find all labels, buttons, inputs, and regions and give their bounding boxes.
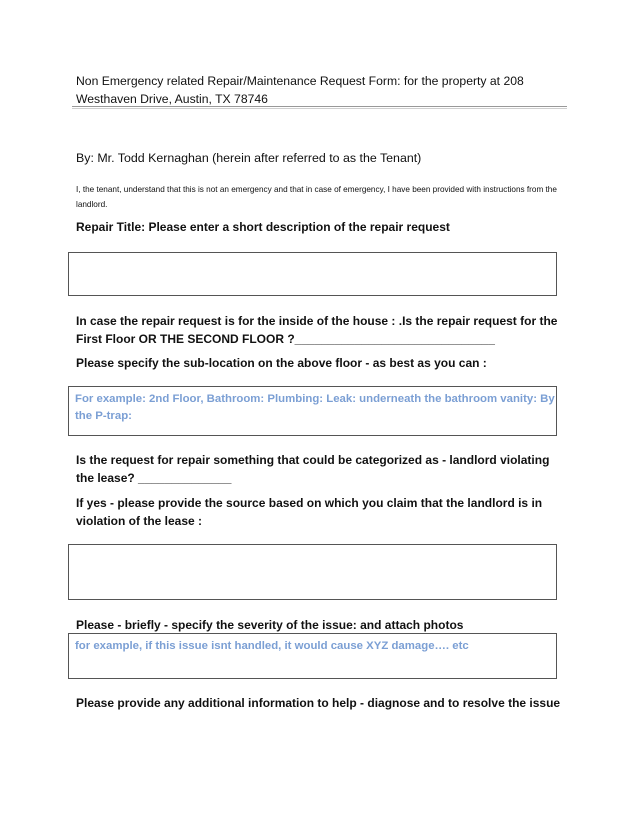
sublocation-hint: For example: 2nd Floor, Bathroom: Plumbing: Leak: underneath the bathroom vanity: By the P-trap:: [75, 393, 555, 422]
emergency-notice: I, the tenant, understand that this is not an emergency and that in case of emergency, I have been provided with instructions from the landlord.: [76, 185, 557, 209]
severity-label: Please - briefly - specify the severity of the issue: and attach photos: [76, 618, 464, 632]
lease-source-label: If yes - please provide the source based on which you claim that the landlord is in violation of the lease :: [76, 496, 543, 528]
header-divider: [72, 106, 567, 109]
lease-source-input[interactable]: [68, 544, 557, 600]
severity-hint: for example, if this issue isnt handled, it would cause XYZ damage…. etc: [75, 640, 469, 652]
floor-question-label: In case the repair request is for the inside of the house : .Is the repair request for the First Floor OR THE SECOND FLOOR ?______________________________: [76, 314, 558, 346]
tenant-byline: By: Mr. Todd Kernaghan (herein after referred to as the Tenant): [76, 151, 422, 165]
sublocation-label: Please specify the sub-location on the above floor - as best as you can :: [76, 356, 487, 370]
repair-title-label: Repair Title: Please enter a short description of the repair request: [76, 220, 450, 234]
sublocation-input[interactable]: [68, 386, 557, 436]
lease-violation-label: Is the request for repair something that could be categorized as - landlord violating the lease? ______________: [76, 453, 550, 485]
additional-info-label: Please provide any additional information to help - diagnose and to resolve the issue: [76, 696, 561, 710]
severity-input[interactable]: [68, 633, 557, 679]
repair-title-input[interactable]: [68, 252, 557, 296]
form-header-title: Non Emergency related Repair/Maintenance Request Form: for the property at 208 Westhaven Drive, Austin, TX 78746: [76, 74, 524, 106]
